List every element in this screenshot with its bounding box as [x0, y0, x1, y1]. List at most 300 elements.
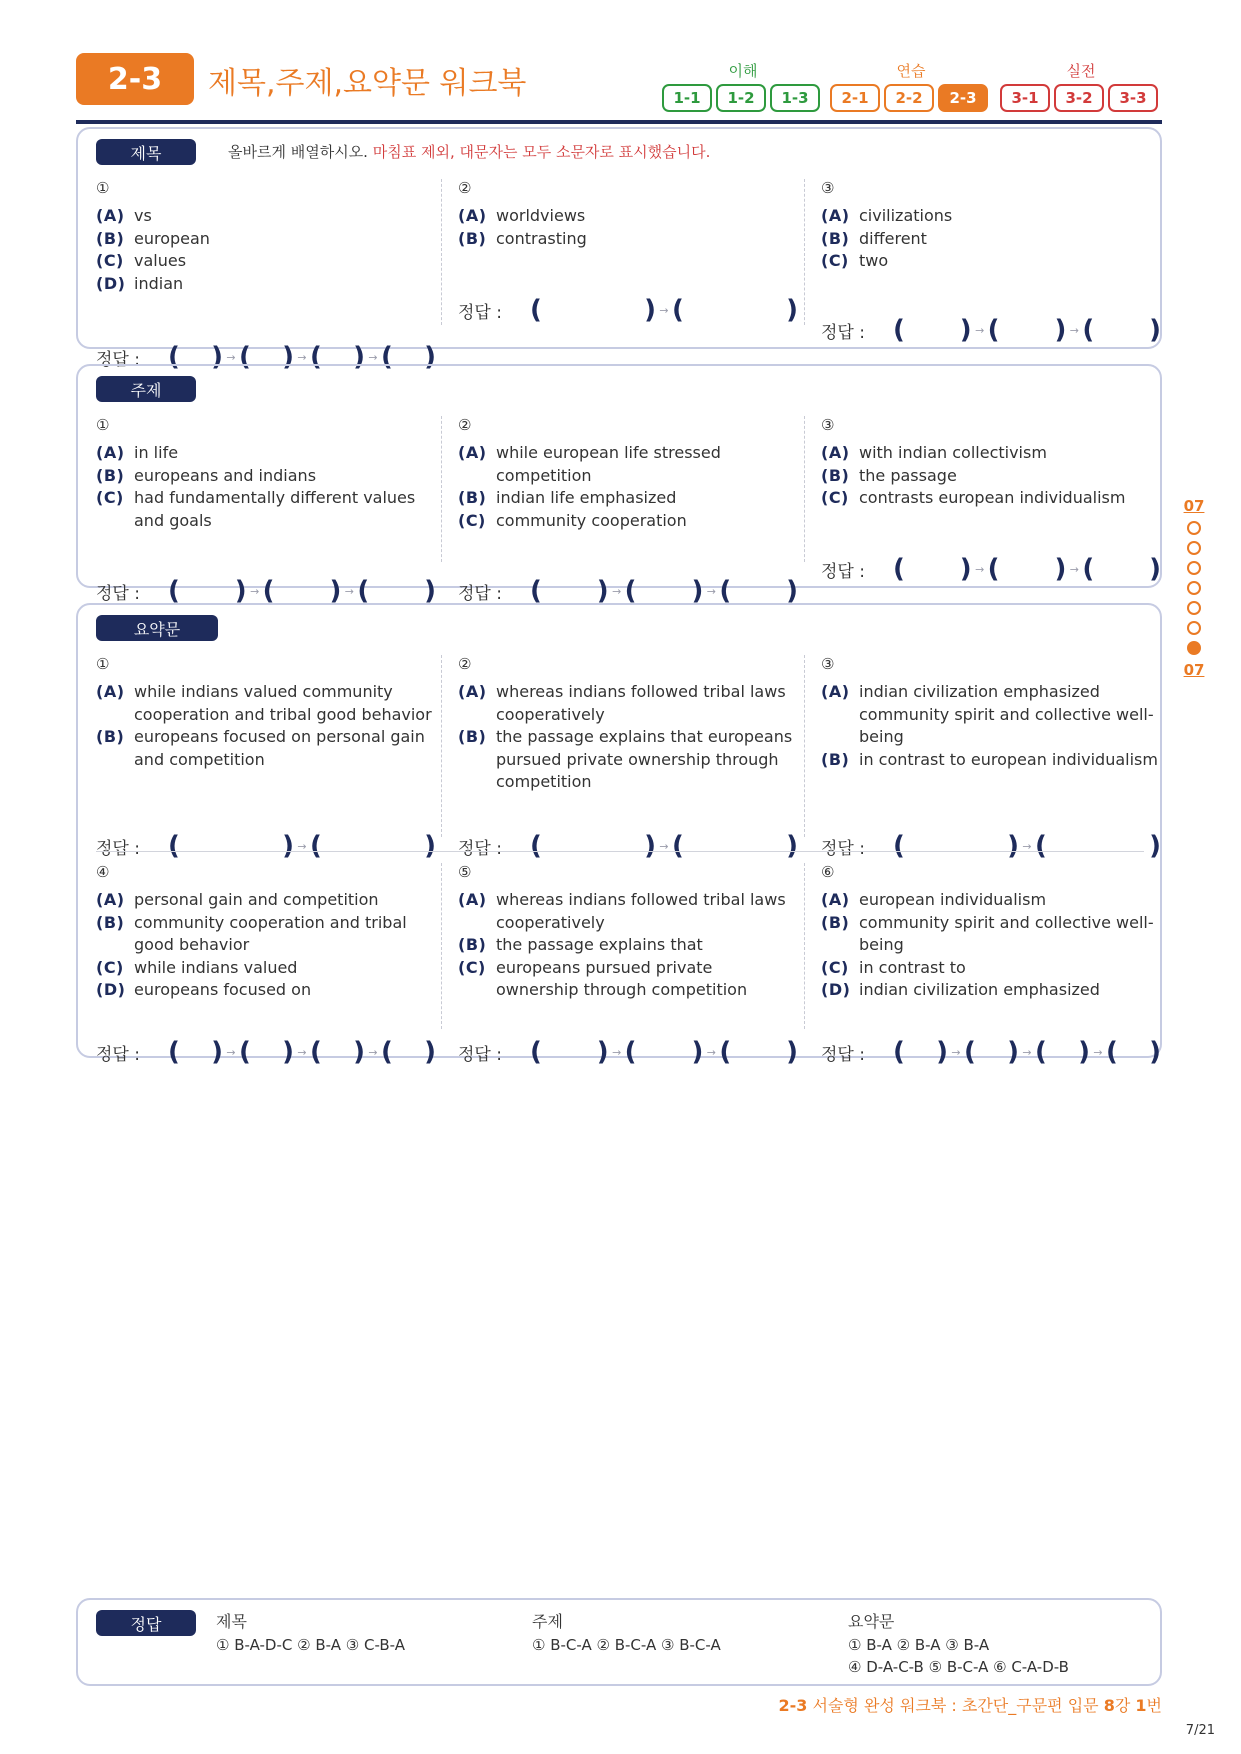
option-text: indian life emphasized: [496, 488, 677, 507]
answer-label: 정답 :: [96, 349, 140, 370]
question-number: ②: [458, 416, 472, 434]
option-item: [96, 979, 436, 1002]
option-item: [458, 205, 798, 228]
answer-blank[interactable]: [672, 295, 798, 325]
option-label: (A): [821, 890, 850, 909]
close-paren: ): [211, 1037, 223, 1067]
option-label: (A): [458, 443, 487, 462]
option-text: indian civilization emphasized community spirit and collective well-being: [859, 682, 1154, 746]
footer-caption: [779, 1693, 1163, 1716]
answer-blank[interactable]: [239, 1037, 294, 1067]
answer-key-title-head: 제목: [216, 1612, 247, 1631]
arrow-icon: →: [612, 1045, 622, 1059]
question-number: ②: [458, 655, 472, 673]
answer-blanks: [168, 576, 436, 606]
close-paren: ): [234, 576, 247, 606]
close-paren: ): [959, 315, 972, 345]
option-label: (A): [96, 206, 125, 225]
close-paren: ): [424, 342, 436, 372]
arrow-icon: →: [1093, 1045, 1103, 1059]
answer-blanks: [168, 1037, 436, 1067]
option-item: [96, 681, 436, 726]
option-text: community cooperation and tribal good behavior: [134, 912, 407, 954]
option-label: (B): [96, 727, 125, 746]
answer-blanks: [530, 831, 798, 861]
close-paren: ): [353, 1037, 365, 1067]
answer-label: 정답 :: [458, 838, 502, 859]
option-text: europeans focused on: [134, 980, 312, 999]
option-item: [821, 749, 1161, 772]
answer-blank[interactable]: [381, 1037, 436, 1067]
close-paren: ): [596, 1037, 609, 1067]
answer-blanks: [893, 1037, 1161, 1067]
open-paren: (: [530, 831, 542, 861]
question-item: [458, 653, 798, 861]
answer-blank[interactable]: [357, 576, 436, 606]
arrow-icon: →: [226, 1045, 236, 1059]
option-item: [96, 957, 436, 980]
answer-label: 정답 :: [96, 838, 140, 859]
progress-dot[interactable]: [1187, 601, 1201, 615]
answer-blank[interactable]: [719, 1037, 798, 1067]
arrow-icon: →: [612, 584, 622, 598]
question-number: ①: [96, 416, 110, 434]
nav-group-label: 연습: [896, 62, 926, 80]
close-paren: ): [1007, 831, 1019, 861]
option-item: [821, 979, 1161, 1002]
answer-blank[interactable]: [893, 1037, 948, 1067]
nav-chips: [830, 84, 988, 112]
answer-key-topic: [532, 1610, 721, 1656]
option-item: [458, 889, 798, 934]
answer-blank[interactable]: [1035, 1037, 1090, 1067]
answer-blank[interactable]: [530, 1037, 609, 1067]
instruction-main: 올바르게 배열하시오.: [228, 143, 368, 161]
answer-line: [821, 315, 1161, 345]
open-paren: (: [1035, 831, 1047, 861]
option-text: european: [134, 228, 210, 248]
option-item: [821, 912, 1161, 957]
close-paren: ): [691, 576, 704, 606]
question-item: [96, 177, 436, 372]
question-number: ③: [821, 655, 835, 673]
answer-label: 정답 :: [96, 583, 140, 604]
answer-key-topic-head: 주제: [532, 1612, 563, 1631]
option-text: values: [134, 251, 187, 270]
option-text: while indians valued community cooperation and tribal good behavior: [134, 682, 432, 724]
answer-key-line: ① B-A ② B-A ③ B-A: [848, 1636, 990, 1654]
side-progress-bottom: 07: [1183, 661, 1205, 679]
answer-label: 정답 :: [458, 583, 502, 604]
option-label: (C): [96, 957, 124, 977]
side-progress-top: 07: [1183, 497, 1205, 515]
answer-blank[interactable]: [719, 576, 798, 606]
close-paren: ): [1078, 1037, 1090, 1067]
open-paren: (: [624, 576, 637, 606]
option-item: [96, 487, 436, 532]
open-paren: (: [1035, 1037, 1047, 1067]
open-paren: (: [381, 1037, 393, 1067]
answer-blank[interactable]: [625, 1037, 704, 1067]
header-divider: [76, 120, 1162, 124]
option-item: [96, 442, 436, 465]
nav-chip-1-3[interactable]: 1-3: [770, 84, 820, 112]
open-paren: (: [987, 554, 1000, 584]
answer-blank[interactable]: [988, 315, 1067, 345]
question-number: ⑥: [821, 863, 835, 881]
open-paren: (: [168, 1037, 180, 1067]
option-text: the passage: [859, 465, 957, 485]
answer-blank[interactable]: [1035, 831, 1161, 861]
answer-key-title: [216, 1610, 405, 1656]
option-text: two: [859, 251, 889, 270]
close-paren: ): [353, 342, 365, 372]
close-paren: ): [329, 576, 342, 606]
answer-blank[interactable]: [1106, 1037, 1161, 1067]
open-paren: (: [168, 831, 180, 861]
answer-blanks: [530, 576, 798, 606]
question-number: ①: [96, 179, 110, 197]
option-label: (B): [821, 912, 850, 932]
option-label: (B): [458, 935, 487, 954]
nav-chips: [662, 84, 820, 112]
nav-group-label: 실전: [1066, 62, 1096, 80]
arrow-icon: →: [250, 584, 260, 598]
open-paren: (: [893, 831, 905, 861]
close-paren: ): [282, 1037, 294, 1067]
answer-label: 정답 :: [96, 1044, 140, 1065]
option-text: indian: [134, 273, 184, 293]
option-item: [96, 889, 436, 912]
answer-blank[interactable]: [530, 831, 656, 861]
open-paren: (: [310, 831, 322, 861]
arrow-icon: →: [1022, 839, 1032, 853]
arrow-icon: →: [706, 1045, 716, 1059]
close-paren: ): [211, 342, 223, 372]
option-item: [458, 487, 798, 510]
option-item: [821, 442, 1161, 465]
answer-blank[interactable]: [168, 576, 247, 606]
answer-blank[interactable]: [893, 554, 972, 584]
arrow-icon: →: [659, 839, 669, 853]
question-number: ③: [821, 416, 835, 434]
close-paren: ): [786, 295, 798, 325]
option-text: had fundamentally different values and goals: [134, 488, 416, 530]
option-item: [458, 681, 798, 726]
arrow-icon: →: [344, 584, 354, 598]
footer-lesson: 8: [1103, 1696, 1115, 1715]
question-item: [96, 653, 436, 861]
option-text: vs: [134, 206, 152, 225]
arrow-icon: →: [226, 350, 236, 364]
answer-blank[interactable]: [964, 1037, 1019, 1067]
open-paren: (: [719, 1037, 732, 1067]
answer-label: 정답 :: [458, 1044, 502, 1065]
option-item: [821, 889, 1161, 912]
option-item: [96, 726, 436, 771]
open-paren: (: [1106, 1037, 1118, 1067]
option-text: the passage explains that: [496, 935, 703, 954]
option-item: [458, 510, 798, 533]
arrow-icon: →: [975, 323, 985, 337]
option-item: [821, 228, 1161, 251]
open-paren: (: [239, 1037, 251, 1067]
section-label-summary: 요약문: [96, 615, 218, 641]
open-paren: (: [719, 576, 732, 606]
open-paren: (: [310, 1037, 322, 1067]
option-label: (A): [821, 682, 850, 701]
option-text: in contrast to: [859, 957, 966, 977]
option-item: [458, 726, 798, 794]
nav-chip-1-2[interactable]: 1-2: [716, 84, 766, 112]
option-label: (A): [458, 206, 487, 225]
footer-text: 서술형 완성 워크북 : 초간단_구문편 입문: [807, 1696, 1104, 1715]
option-item: [821, 205, 1161, 228]
option-text: whereas indians followed tribal laws cooperatively: [496, 682, 786, 724]
answer-line: [821, 554, 1161, 584]
nav-chip-2-3[interactable]: 2-3: [938, 84, 988, 112]
option-label: (B): [458, 228, 487, 248]
answer-blank[interactable]: [168, 1037, 223, 1067]
page-number: 7/21: [1185, 1723, 1215, 1738]
answer-blank[interactable]: [530, 576, 609, 606]
open-paren: (: [893, 315, 905, 345]
answer-blanks: [530, 295, 798, 325]
option-text: european individualism: [859, 890, 1047, 909]
option-text: while indians valued: [134, 957, 298, 977]
option-label: (C): [458, 957, 486, 977]
option-label: (A): [96, 682, 125, 701]
title-section: [76, 127, 1162, 372]
option-item: [458, 934, 798, 957]
open-paren: (: [357, 576, 370, 606]
column-divider: [804, 655, 805, 837]
progress-dot[interactable]: [1187, 561, 1201, 575]
answer-blank[interactable]: [672, 831, 798, 861]
close-paren: ): [1149, 315, 1162, 345]
option-item: [96, 250, 436, 273]
open-paren: (: [1082, 315, 1095, 345]
arrow-icon: →: [1022, 1045, 1032, 1059]
answer-blank[interactable]: [263, 576, 342, 606]
arrow-icon: →: [1069, 323, 1079, 337]
arrow-icon: →: [297, 350, 307, 364]
option-label: (C): [821, 251, 849, 270]
question-item: [96, 414, 437, 606]
option-label: (C): [821, 957, 849, 977]
close-paren: ): [786, 1037, 799, 1067]
arrow-icon: →: [368, 1045, 378, 1059]
answer-blanks: [893, 831, 1161, 861]
option-label: (A): [458, 890, 487, 909]
answer-blank[interactable]: [168, 831, 294, 861]
close-paren: ): [1149, 554, 1162, 584]
answer-blank[interactable]: [988, 554, 1067, 584]
option-text: in life: [134, 443, 179, 462]
nav-chip-3-1[interactable]: 3-1: [1000, 84, 1050, 112]
close-paren: ): [1054, 554, 1067, 584]
close-paren: ): [786, 831, 798, 861]
close-paren: ): [691, 1037, 704, 1067]
progress-dot[interactable]: [1187, 621, 1201, 635]
option-text: personal gain and competition: [134, 890, 379, 909]
open-paren: (: [672, 295, 684, 325]
side-progress: [1180, 495, 1208, 681]
option-label: (B): [458, 727, 487, 746]
answer-blank[interactable]: [893, 831, 1019, 861]
topic-section: [76, 364, 1162, 606]
option-text: contrasts european individualism: [859, 488, 1126, 507]
open-paren: (: [530, 576, 542, 606]
close-paren: ): [282, 342, 294, 372]
option-text: contrasting: [496, 228, 587, 248]
option-item: [458, 228, 798, 251]
footer-unit: 2-3: [778, 1696, 808, 1715]
close-paren: ): [936, 1037, 948, 1067]
open-paren: (: [1082, 554, 1095, 584]
answer-key-line: ① B-A-D-C ② B-A ③ C-B-A: [216, 1636, 405, 1654]
arrow-icon: →: [1069, 562, 1079, 576]
option-label: (D): [821, 980, 851, 999]
footer-text: 강: [1114, 1696, 1136, 1715]
arrow-icon: →: [975, 562, 985, 576]
arrow-icon: →: [659, 303, 669, 317]
question-number: ②: [458, 179, 472, 197]
option-text: the passage explains that europeans pursued private ownership through competition: [496, 727, 793, 791]
close-paren: ): [1054, 315, 1067, 345]
arrow-icon: →: [951, 1045, 961, 1059]
option-item: [96, 465, 436, 488]
option-item: [821, 250, 1161, 273]
close-paren: ): [644, 831, 656, 861]
open-paren: (: [672, 831, 684, 861]
section-label-topic: 주제: [96, 376, 196, 402]
open-paren: (: [893, 1037, 905, 1067]
question-item: [821, 861, 1161, 1067]
option-text: community spirit and collective well-being: [859, 912, 1154, 954]
option-item: [96, 205, 436, 228]
option-item: [96, 912, 436, 957]
question-item: [458, 177, 798, 337]
nav-chip-3-2[interactable]: 3-2: [1054, 84, 1104, 112]
option-text: europeans and indians: [134, 465, 317, 485]
row-divider: [96, 851, 1144, 852]
instruction-note: 마침표 제외, 대문자는 모두 소문자로 표시했습니다.: [367, 143, 711, 161]
answer-key: [76, 1598, 1162, 1686]
answer-key-summary: [848, 1610, 1069, 1678]
option-label: (B): [821, 749, 850, 769]
option-item: [96, 273, 436, 296]
open-paren: (: [987, 315, 1000, 345]
open-paren: (: [530, 295, 542, 325]
close-paren: ): [424, 1037, 436, 1067]
nav-chip-3-3[interactable]: 3-3: [1108, 84, 1158, 112]
question-number: ⑤: [458, 863, 472, 881]
question-item: [458, 414, 799, 606]
option-label: (D): [96, 273, 126, 293]
answer-blanks: [893, 554, 1161, 584]
answer-blank[interactable]: [530, 295, 656, 325]
option-label: (B): [96, 912, 125, 932]
option-text: civilizations: [859, 206, 953, 225]
progress-dot[interactable]: [1187, 641, 1201, 655]
nav-chip-2-1[interactable]: 2-1: [830, 84, 880, 112]
answer-blanks: [168, 831, 436, 861]
answer-blank[interactable]: [310, 831, 436, 861]
answer-line: [458, 1037, 798, 1067]
close-paren: ): [596, 576, 609, 606]
option-item: [96, 228, 436, 251]
answer-key-line: ④ D-A-C-B ⑤ B-C-A ⑥ C-A-D-B: [848, 1658, 1069, 1676]
column-divider: [804, 416, 805, 562]
answer-blank[interactable]: [310, 1037, 365, 1067]
column-divider: [441, 179, 442, 325]
option-label: (B): [821, 228, 850, 248]
nav-chip-2-2[interactable]: 2-2: [884, 84, 934, 112]
option-label: (C): [96, 251, 124, 270]
progress-dot[interactable]: [1187, 541, 1201, 555]
question-item: [821, 414, 1162, 584]
answer-label: 정답 :: [821, 322, 865, 343]
open-paren: (: [381, 342, 393, 372]
answer-blank[interactable]: [625, 576, 704, 606]
nav-chips: [1000, 84, 1158, 112]
open-paren: (: [964, 1037, 976, 1067]
nav-chip-1-1[interactable]: 1-1: [662, 84, 712, 112]
answer-line: [458, 295, 798, 325]
open-paren: (: [893, 554, 905, 584]
summary-section: [76, 603, 1162, 1067]
instruction-text: [228, 141, 710, 162]
open-paren: (: [262, 576, 275, 606]
close-paren: ): [959, 554, 972, 584]
unit-badge: 2-3: [76, 53, 194, 105]
question-item: [821, 177, 1162, 345]
answer-line: [96, 576, 436, 606]
option-text: community cooperation: [496, 510, 687, 530]
answer-key-label: 정답: [96, 1610, 196, 1636]
answer-blank[interactable]: [1082, 315, 1161, 345]
answer-line: [458, 831, 798, 861]
answer-blanks: [530, 1037, 798, 1067]
option-label: (C): [458, 510, 486, 530]
option-item: [821, 957, 1161, 980]
close-paren: ): [786, 576, 799, 606]
option-item: [821, 681, 1161, 749]
option-item: [458, 957, 798, 1002]
arrow-icon: →: [706, 584, 716, 598]
option-text: with indian collectivism: [859, 443, 1047, 462]
column-divider: [804, 179, 805, 325]
answer-label: 정답 :: [821, 1044, 865, 1065]
option-label: (A): [96, 443, 125, 462]
footer-item: 1: [1135, 1696, 1147, 1715]
answer-line: [821, 1037, 1161, 1067]
close-paren: ): [424, 576, 437, 606]
column-divider: [441, 655, 442, 837]
progress-dot[interactable]: [1187, 521, 1201, 535]
question-number: ①: [96, 655, 110, 673]
option-label: (C): [96, 488, 124, 507]
option-label: (C): [821, 488, 849, 507]
progress-dot[interactable]: [1187, 581, 1201, 595]
arrow-icon: →: [368, 350, 378, 364]
answer-blank[interactable]: [893, 315, 972, 345]
option-label: (B): [96, 228, 125, 248]
question-number: ④: [96, 863, 110, 881]
answer-key-line: ① B-C-A ② B-C-A ③ B-C-A: [532, 1636, 721, 1654]
answer-blank[interactable]: [1082, 554, 1161, 584]
